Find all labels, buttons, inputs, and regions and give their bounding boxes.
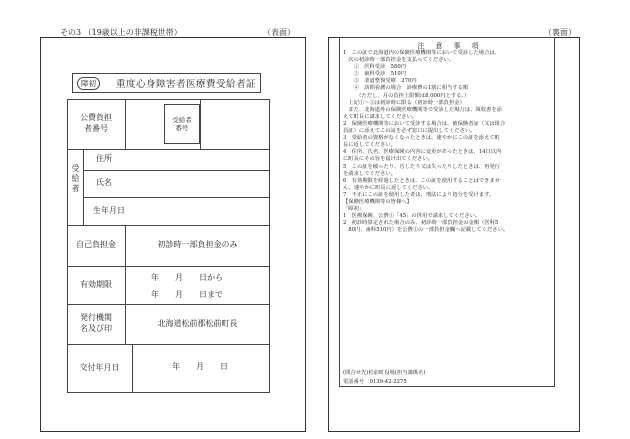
- insurer-number-label: 公費負担 者番号: [80, 113, 112, 133]
- form-label: その3 （19歳以上の非課税世帯）: [60, 28, 182, 37]
- name-label: 氏名: [96, 178, 112, 188]
- note-line: 2 初診時算定された場合のみ、初診時一部負担金の金額（医科5: [343, 220, 499, 227]
- shosho-badge: 障初: [77, 77, 100, 90]
- note-line: 上記①～③は初診時に限る（初診時一部負担金）: [343, 99, 465, 106]
- note-line: 2 保険医療機関等において受診する場合は、被保険者証（又は組合: [343, 120, 506, 127]
- note-line: 80円、歯科510円）を公費①の一部負担金欄へ記載してください。: [343, 227, 509, 234]
- note-line: 【保険医療機関等の皆様へ】: [343, 198, 412, 205]
- certificate-title: 重度心身障害者医療費受給者証: [116, 79, 257, 90]
- note-line: を請求してください。: [343, 170, 396, 177]
- contact-org: (問合せ先)松前町役場(担当課係名): [343, 370, 426, 376]
- recipient-section-label: 受給者: [71, 164, 80, 194]
- validity-label: 有効期限: [80, 279, 112, 289]
- note-line: ん。速やかに町長に返してください。: [343, 184, 434, 191]
- note-line: 3 受給者の資格がなくなったときは、速やかにこの証を添えて町: [343, 135, 500, 142]
- note-line: えて町長に請求してください。: [343, 113, 418, 120]
- note-line: ① 医科受診 580円: [343, 64, 407, 71]
- issuer-label: 発行機関 名及び印: [80, 313, 112, 333]
- issue-date-label: 交付年月日: [79, 363, 120, 373]
- note-line: 「障初」: [343, 206, 365, 213]
- issue-date-value: 年 月 日: [172, 362, 228, 371]
- address-label: 住所: [96, 154, 112, 164]
- note-line: 5 この証を破ったり、汚したり又は失ったりしたときは、再発行: [343, 163, 500, 170]
- validity-to: 年 月 日まで: [151, 290, 223, 299]
- note-line: に町長にその旨を届け出てください。: [343, 156, 434, 163]
- note-line: また、北海道外の保険医療機関等で受診した場合は、領収書を添: [343, 106, 502, 113]
- note-line: 長に返してください。: [343, 142, 396, 149]
- note-line: ③ 柔道整復受療 270円: [343, 78, 417, 85]
- recipient-number-box: 受給者 番号: [164, 104, 200, 144]
- validity-from: 年 月 日から: [151, 273, 223, 282]
- contact-tel: 電話番号 0139-42-2275: [343, 379, 407, 385]
- note-line: 次の初診時一部負担金を支払ってください。: [343, 57, 455, 64]
- note-line: 1 この証で北海道内の保険医療機関等において受診した場合は、: [343, 50, 500, 56]
- note-line: ④ 訪問看護の場合 診療費の1割に相当する額: [343, 85, 469, 92]
- copay-value: 初診時一部負担金のみ: [157, 240, 238, 250]
- note-line: 員証）に添えてこの証を必ず窓口に提出してください。: [343, 128, 476, 135]
- birthdate-label: 生年月日: [93, 205, 125, 215]
- note-line: 7 不正にこの証を使用した者は、刑法により処分を受けます。: [343, 191, 495, 198]
- note-line: （ただし、月の負担上限額は8,000円とする。）: [343, 92, 470, 99]
- note-line: 4 住所、氏名、医療保険の内容に変更があったときは、14日以内: [343, 149, 502, 156]
- note-line: ② 歯科受診 510円: [343, 71, 407, 78]
- front-side-label: （表面）: [263, 28, 295, 37]
- certificate-title-box: [72, 73, 261, 93]
- notes-list: [343, 50, 555, 234]
- notes-title: 注 意 事 項: [417, 42, 481, 50]
- note-line: 6 有効期限を経過したときは、この証を使用することはできませ: [343, 177, 500, 184]
- back-side-label: （裏面）: [544, 28, 576, 37]
- copay-label: 自己負担金: [76, 240, 116, 250]
- note-line: 1 医療保険、公費①「45」の併用で請求してください。: [343, 213, 481, 220]
- issuer-value: 北海道松前郡松前町長: [157, 318, 238, 328]
